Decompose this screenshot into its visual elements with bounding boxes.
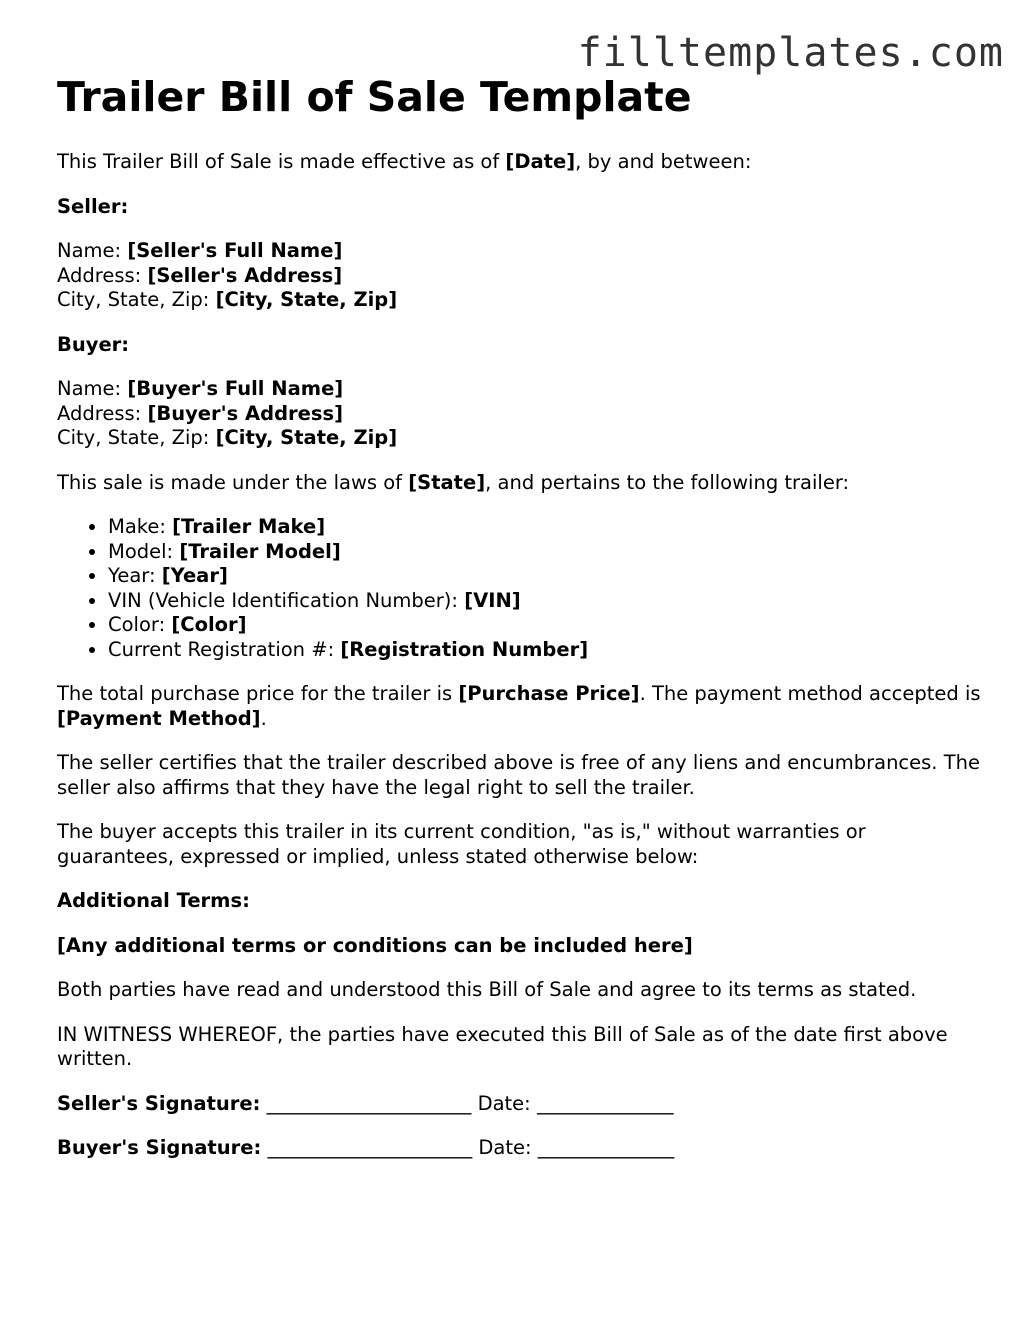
- buyer-block: [57, 377, 987, 451]
- seller-name: [Seller's Full Name]: [127, 239, 343, 262]
- item-label: Make:: [108, 515, 173, 538]
- buyer-city: [City, State, Zip]: [215, 426, 398, 449]
- buyer-heading: [57, 333, 987, 358]
- intro-date: [Date]: [505, 150, 576, 173]
- intro-paragraph: [57, 150, 987, 175]
- intro-post: , by and between:: [575, 150, 752, 173]
- seller-name-label: Name:: [57, 239, 128, 262]
- item-label: Model:: [108, 539, 180, 563]
- price-post: .: [260, 706, 267, 730]
- item-value: [Registration Number]: [340, 637, 589, 661]
- seller-city-label: City, State, Zip:: [57, 288, 216, 311]
- list-item: [108, 613, 987, 638]
- buyer-name-label: Name:: [57, 377, 128, 400]
- list-item: [108, 540, 987, 565]
- laws-paragraph: [57, 471, 987, 496]
- buyer-signature-label: Buyer's Signature:: [57, 1136, 262, 1159]
- item-label: VIN (Vehicle Identification Number):: [108, 588, 465, 612]
- buyer-address-label: Address:: [57, 401, 148, 425]
- laws-post: , and pertains to the following trailer:: [485, 470, 850, 494]
- terms-heading: [57, 889, 987, 914]
- price-mid: . The payment method accepted is: [639, 682, 981, 705]
- item-value: [Trailer Model]: [179, 539, 341, 563]
- seller-signature-label: Seller's Signature:: [57, 1091, 261, 1115]
- price-pre: The total purchase price for the trailer is: [57, 682, 459, 705]
- seller-signature-blank: _____________________ Date: ______________: [260, 1091, 674, 1115]
- laws-state: [State]: [408, 470, 486, 494]
- document-body: [57, 72, 987, 1181]
- certify-paragraph: The seller certifies that the trailer described above is free of any liens and encumbrances. The seller also affirms that they have the legal right to sell the trailer.: [57, 751, 980, 799]
- list-item: [108, 589, 987, 614]
- document-title: Trailer Bill of Sale Template: [57, 73, 692, 121]
- terms-placeholder-text: [Any additional terms or conditions can be included here]: [57, 933, 693, 957]
- payment-method: [Payment Method]: [57, 706, 261, 730]
- laws-pre: This sale is made under the laws of: [57, 470, 409, 494]
- list-item: [108, 515, 987, 540]
- intro-pre: This Trailer Bill of Sale is made effective as of: [57, 150, 506, 173]
- list-item: [108, 564, 987, 589]
- seller-address: [Seller's Address]: [147, 263, 343, 287]
- seller-city: [City, State, Zip]: [215, 288, 398, 311]
- seller-heading: [57, 195, 987, 220]
- buyer-name: [Buyer's Full Name]: [127, 377, 344, 400]
- watermark: filltemplates.com: [577, 30, 1004, 76]
- buyer-signature-blank: _____________________ Date: ______________: [261, 1136, 675, 1159]
- item-value: [VIN]: [464, 588, 521, 612]
- accept-paragraph: The buyer accepts this trailer in its current condition, "as is," without warranties or guarantees, expressed or implied, unless stated otherwise below:: [57, 820, 866, 868]
- trailer-details-list: [57, 515, 987, 662]
- seller-signature-line: [57, 1092, 987, 1117]
- buyer-address: [Buyer's Address]: [147, 401, 343, 425]
- buyer-signature-line: [57, 1136, 987, 1161]
- agree-paragraph: Both parties have read and understood this Bill of Sale and agree to its terms as stated.: [57, 978, 917, 1001]
- item-value: [Color]: [171, 613, 247, 636]
- terms-placeholder: [57, 934, 987, 959]
- item-label: Current Registration #:: [108, 637, 341, 661]
- terms-heading-text: Additional Terms:: [57, 889, 250, 912]
- purchase-price: [Purchase Price]: [458, 682, 640, 705]
- seller-block: [57, 239, 987, 313]
- buyer-heading-text: Buyer:: [57, 332, 130, 356]
- item-value: [Year]: [161, 564, 228, 587]
- seller-address-label: Address:: [57, 263, 148, 287]
- item-value: [Trailer Make]: [172, 515, 326, 538]
- item-label: Color:: [108, 613, 172, 636]
- buyer-city-label: City, State, Zip:: [57, 426, 216, 449]
- witness-paragraph: IN WITNESS WHEREOF, the parties have executed this Bill of Sale as of the date first above written.: [57, 1022, 948, 1070]
- list-item: [108, 638, 987, 663]
- item-label: Year:: [108, 564, 162, 587]
- seller-heading-text: Seller:: [57, 194, 129, 218]
- price-paragraph: [57, 682, 987, 731]
